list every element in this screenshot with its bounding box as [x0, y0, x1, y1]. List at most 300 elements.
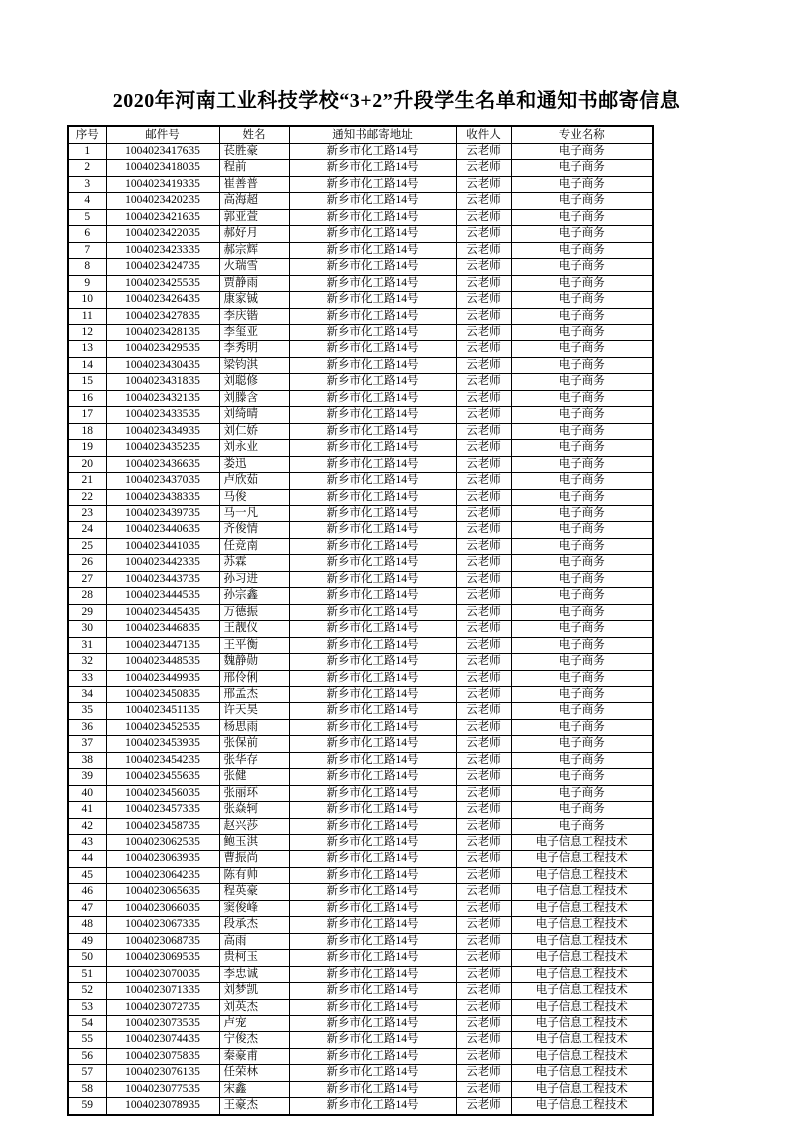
table-cell-index: 48 [68, 917, 106, 933]
table-cell-address: 新乡市化工路14号 [289, 423, 456, 439]
table-cell-index: 24 [68, 522, 106, 538]
table-cell-name: 万德振 [219, 604, 289, 620]
table-cell-name: 张华存 [219, 752, 289, 768]
table-cell-major: 电子商务 [511, 242, 653, 258]
table-cell-recipient: 云老师 [456, 670, 511, 686]
table-cell-index: 32 [68, 654, 106, 670]
table-cell-index: 3 [68, 176, 106, 192]
table-cell-mail-number: 1004023457335 [106, 802, 219, 818]
table-cell-index: 28 [68, 588, 106, 604]
table-cell-name: 张保前 [219, 736, 289, 752]
table-cell-index: 59 [68, 1098, 106, 1115]
table-cell-mail-number: 1004023422035 [106, 226, 219, 242]
table-cell-mail-number: 1004023076135 [106, 1065, 219, 1081]
table-cell-major: 电子信息工程技术 [511, 1016, 653, 1032]
table-cell-index: 49 [68, 933, 106, 949]
table-cell-recipient: 云老师 [456, 505, 511, 521]
table-cell-index: 12 [68, 324, 106, 340]
table-cell-name: 杨思雨 [219, 719, 289, 735]
table-cell-address: 新乡市化工路14号 [289, 505, 456, 521]
table-cell-mail-number: 1004023421635 [106, 209, 219, 225]
table-cell-major: 电子信息工程技术 [511, 933, 653, 949]
table-cell-recipient: 云老师 [456, 1081, 511, 1097]
table-cell-mail-number: 1004023068735 [106, 933, 219, 949]
table-cell-major: 电子商务 [511, 423, 653, 439]
table-cell-name: 李玺亚 [219, 324, 289, 340]
table-cell-recipient: 云老师 [456, 637, 511, 653]
table-cell-address: 新乡市化工路14号 [289, 802, 456, 818]
table-cell-index: 11 [68, 308, 106, 324]
table-cell-index: 25 [68, 538, 106, 554]
table-cell-name: 宁俊杰 [219, 1032, 289, 1048]
table-cell-address: 新乡市化工路14号 [289, 950, 456, 966]
col-header-recipient: 收件人 [456, 126, 511, 144]
table-cell-name: 齐俊情 [219, 522, 289, 538]
table-cell-recipient: 云老师 [456, 226, 511, 242]
table-cell-major: 电子商务 [511, 341, 653, 357]
table-row [68, 867, 653, 883]
student-roster-table [67, 125, 654, 1116]
table-cell-recipient: 云老师 [456, 456, 511, 472]
table-row [68, 802, 653, 818]
table-cell-address: 新乡市化工路14号 [289, 308, 456, 324]
table-cell-index: 1 [68, 144, 106, 160]
table-row [68, 983, 653, 999]
table-cell-mail-number: 1004023441035 [106, 538, 219, 554]
table-cell-major: 电子信息工程技术 [511, 966, 653, 982]
table-cell-name: 孙宗鑫 [219, 588, 289, 604]
table-cell-major: 电子商务 [511, 144, 653, 160]
table-cell-address: 新乡市化工路14号 [289, 851, 456, 867]
table-cell-address: 新乡市化工路14号 [289, 522, 456, 538]
table-cell-major: 电子商务 [511, 473, 653, 489]
table-cell-major: 电子商务 [511, 324, 653, 340]
table-cell-mail-number: 1004023428135 [106, 324, 219, 340]
table-cell-name: 火瑞雪 [219, 259, 289, 275]
table-cell-index: 47 [68, 900, 106, 916]
table-cell-major: 电子信息工程技术 [511, 1032, 653, 1048]
table-cell-address: 新乡市化工路14号 [289, 818, 456, 834]
table-row [68, 308, 653, 324]
table-row [68, 785, 653, 801]
table-row [68, 1065, 653, 1081]
table-cell-major: 电子商务 [511, 802, 653, 818]
table-cell-mail-number: 1004023458735 [106, 818, 219, 834]
table-cell-address: 新乡市化工路14号 [289, 160, 456, 176]
table-cell-index: 17 [68, 407, 106, 423]
table-cell-major: 电子商务 [511, 752, 653, 768]
table-cell-mail-number: 1004023067335 [106, 917, 219, 933]
table-cell-index: 54 [68, 1016, 106, 1032]
table-cell-mail-number: 1004023420235 [106, 193, 219, 209]
table-cell-mail-number: 1004023431835 [106, 374, 219, 390]
table-cell-recipient: 云老师 [456, 341, 511, 357]
table-cell-major: 电子信息工程技术 [511, 1065, 653, 1081]
table-cell-address: 新乡市化工路14号 [289, 752, 456, 768]
table-cell-address: 新乡市化工路14号 [289, 588, 456, 604]
table-cell-recipient: 云老师 [456, 1098, 511, 1115]
table-row [68, 144, 653, 160]
table-cell-mail-number: 1004023452535 [106, 719, 219, 735]
table-cell-major: 电子商务 [511, 357, 653, 373]
table-cell-name: 宋鑫 [219, 1081, 289, 1097]
table-cell-address: 新乡市化工路14号 [289, 604, 456, 620]
table-cell-mail-number: 1004023443735 [106, 571, 219, 587]
table-cell-mail-number: 1004023453935 [106, 736, 219, 752]
table-cell-name: 曹振尚 [219, 851, 289, 867]
table-cell-mail-number: 1004023075835 [106, 1048, 219, 1064]
table-cell-name: 程前 [219, 160, 289, 176]
table-cell-address: 新乡市化工路14号 [289, 1081, 456, 1097]
table-cell-name: 张健 [219, 769, 289, 785]
table-row [68, 456, 653, 472]
table-cell-index: 23 [68, 505, 106, 521]
table-cell-address: 新乡市化工路14号 [289, 785, 456, 801]
table-cell-name: 刘梦凯 [219, 983, 289, 999]
table-cell-recipient: 云老师 [456, 308, 511, 324]
table-cell-major: 电子商务 [511, 226, 653, 242]
table-cell-index: 5 [68, 209, 106, 225]
table-row [68, 390, 653, 406]
table-cell-recipient: 云老师 [456, 752, 511, 768]
table-row [68, 1032, 653, 1048]
table-cell-mail-number: 1004023432135 [106, 390, 219, 406]
table-cell-name: 刘聪修 [219, 374, 289, 390]
table-cell-address: 新乡市化工路14号 [289, 390, 456, 406]
table-cell-address: 新乡市化工路14号 [289, 275, 456, 291]
table-cell-recipient: 云老师 [456, 489, 511, 505]
table-row [68, 341, 653, 357]
table-cell-recipient: 云老师 [456, 357, 511, 373]
table-cell-recipient: 云老师 [456, 390, 511, 406]
table-cell-recipient: 云老师 [456, 604, 511, 620]
table-cell-major: 电子商务 [511, 818, 653, 834]
table-cell-name: 窦俊峰 [219, 900, 289, 916]
table-cell-recipient: 云老师 [456, 242, 511, 258]
table-cell-index: 53 [68, 999, 106, 1015]
table-header [68, 126, 653, 144]
table-cell-major: 电子信息工程技术 [511, 1048, 653, 1064]
table-cell-recipient: 云老师 [456, 802, 511, 818]
table-row [68, 900, 653, 916]
table-cell-mail-number: 1004023439735 [106, 505, 219, 521]
table-cell-mail-number: 1004023445435 [106, 604, 219, 620]
table-cell-mail-number: 1004023063935 [106, 851, 219, 867]
table-cell-index: 19 [68, 440, 106, 456]
table-cell-index: 6 [68, 226, 106, 242]
table-cell-major: 电子商务 [511, 670, 653, 686]
table-row [68, 604, 653, 620]
table-cell-address: 新乡市化工路14号 [289, 1032, 456, 1048]
table-cell-address: 新乡市化工路14号 [289, 654, 456, 670]
table-cell-address: 新乡市化工路14号 [289, 341, 456, 357]
table-cell-index: 4 [68, 193, 106, 209]
table-cell-address: 新乡市化工路14号 [289, 769, 456, 785]
table-cell-major: 电子商务 [511, 703, 653, 719]
table-cell-index: 27 [68, 571, 106, 587]
table-cell-address: 新乡市化工路14号 [289, 670, 456, 686]
table-cell-index: 37 [68, 736, 106, 752]
table-cell-mail-number: 1004023434935 [106, 423, 219, 439]
table-cell-major: 电子商务 [511, 736, 653, 752]
table-cell-index: 34 [68, 686, 106, 702]
table-cell-major: 电子商务 [511, 390, 653, 406]
table-cell-address: 新乡市化工路14号 [289, 1016, 456, 1032]
table-cell-index: 41 [68, 802, 106, 818]
table-cell-index: 40 [68, 785, 106, 801]
table-cell-name: 郝宗辉 [219, 242, 289, 258]
table-row [68, 818, 653, 834]
table-cell-mail-number: 1004023444535 [106, 588, 219, 604]
table-row [68, 259, 653, 275]
table-cell-index: 43 [68, 835, 106, 851]
table-cell-recipient: 云老师 [456, 374, 511, 390]
table-cell-recipient: 云老师 [456, 900, 511, 916]
table-cell-index: 45 [68, 867, 106, 883]
table-cell-major: 电子商务 [511, 637, 653, 653]
table-cell-address: 新乡市化工路14号 [289, 440, 456, 456]
table-cell-mail-number: 1004023442335 [106, 555, 219, 571]
table-cell-name: 贾静雨 [219, 275, 289, 291]
table-cell-name: 马俊 [219, 489, 289, 505]
table-cell-mail-number: 1004023066035 [106, 900, 219, 916]
table-row [68, 538, 653, 554]
table-cell-address: 新乡市化工路14号 [289, 555, 456, 571]
table-cell-major: 电子信息工程技术 [511, 884, 653, 900]
table-cell-index: 7 [68, 242, 106, 258]
table-row [68, 160, 653, 176]
table-cell-recipient: 云老师 [456, 1048, 511, 1064]
table-cell-name: 王平衡 [219, 637, 289, 653]
table-cell-address: 新乡市化工路14号 [289, 374, 456, 390]
table-cell-mail-number: 1004023423335 [106, 242, 219, 258]
table-cell-name: 段承杰 [219, 917, 289, 933]
table-cell-major: 电子信息工程技术 [511, 1098, 653, 1115]
table-cell-major: 电子商务 [511, 555, 653, 571]
table-cell-index: 57 [68, 1065, 106, 1081]
table-cell-address: 新乡市化工路14号 [289, 489, 456, 505]
table-cell-name: 高海超 [219, 193, 289, 209]
table-row [68, 621, 653, 637]
page-title: 2020年河南工业科技学校“3+2”升段学生名单和通知书邮寄信息 [112, 90, 681, 112]
table-cell-name: 李秀明 [219, 341, 289, 357]
table-cell-mail-number: 1004023454235 [106, 752, 219, 768]
col-header-index: 序号 [68, 126, 106, 144]
table-cell-mail-number: 1004023436635 [106, 456, 219, 472]
table-cell-index: 52 [68, 983, 106, 999]
table-cell-mail-number: 1004023440635 [106, 522, 219, 538]
table-row [68, 654, 653, 670]
table-cell-name: 陈有帅 [219, 867, 289, 883]
table-cell-mail-number: 1004023435235 [106, 440, 219, 456]
table-cell-mail-number: 1004023433535 [106, 407, 219, 423]
table-cell-address: 新乡市化工路14号 [289, 900, 456, 916]
table-cell-recipient: 云老师 [456, 686, 511, 702]
table-row [68, 275, 653, 291]
table-cell-address: 新乡市化工路14号 [289, 571, 456, 587]
table-cell-address: 新乡市化工路14号 [289, 144, 456, 160]
table-cell-index: 36 [68, 719, 106, 735]
table-cell-index: 30 [68, 621, 106, 637]
table-cell-mail-number: 1004023070035 [106, 966, 219, 982]
table-row [68, 489, 653, 505]
table-cell-index: 26 [68, 555, 106, 571]
table-row [68, 324, 653, 340]
table-cell-major: 电子商务 [511, 769, 653, 785]
table-cell-recipient: 云老师 [456, 1032, 511, 1048]
table-cell-recipient: 云老师 [456, 884, 511, 900]
table-cell-major: 电子商务 [511, 719, 653, 735]
table-cell-recipient: 云老师 [456, 719, 511, 735]
table-cell-address: 新乡市化工路14号 [289, 966, 456, 982]
table-cell-address: 新乡市化工路14号 [289, 456, 456, 472]
table-cell-recipient: 云老师 [456, 769, 511, 785]
table-cell-name: 赵兴莎 [219, 818, 289, 834]
table-row [68, 752, 653, 768]
table-cell-recipient: 云老师 [456, 851, 511, 867]
table-cell-index: 58 [68, 1081, 106, 1097]
table-cell-major: 电子商务 [511, 160, 653, 176]
table-cell-major: 电子商务 [511, 621, 653, 637]
table-cell-recipient: 云老师 [456, 259, 511, 275]
table-header-row [68, 126, 653, 144]
table-cell-mail-number: 1004023064235 [106, 867, 219, 883]
table-cell-mail-number: 1004023450835 [106, 686, 219, 702]
table-cell-recipient: 云老师 [456, 423, 511, 439]
table-row [68, 588, 653, 604]
table-cell-mail-number: 1004023072735 [106, 999, 219, 1015]
table-cell-major: 电子商务 [511, 193, 653, 209]
table-cell-recipient: 云老师 [456, 176, 511, 192]
table-cell-recipient: 云老师 [456, 999, 511, 1015]
table-cell-major: 电子商务 [511, 456, 653, 472]
table-cell-index: 14 [68, 357, 106, 373]
table-cell-recipient: 云老师 [456, 324, 511, 340]
table-cell-recipient: 云老师 [456, 983, 511, 999]
table-cell-recipient: 云老师 [456, 144, 511, 160]
table-row [68, 851, 653, 867]
table-cell-index: 21 [68, 473, 106, 489]
table-cell-index: 22 [68, 489, 106, 505]
table-cell-major: 电子信息工程技术 [511, 983, 653, 999]
table-cell-address: 新乡市化工路14号 [289, 259, 456, 275]
table-cell-major: 电子商务 [511, 275, 653, 291]
table-cell-name: 刘永业 [219, 440, 289, 456]
table-cell-name: 邢孟杰 [219, 686, 289, 702]
table-cell-name: 苌胜豪 [219, 144, 289, 160]
table-cell-name: 贵柯玉 [219, 950, 289, 966]
table-cell-major: 电子商务 [511, 538, 653, 554]
table-cell-mail-number: 1004023437035 [106, 473, 219, 489]
table-cell-mail-number: 1004023429535 [106, 341, 219, 357]
table-row [68, 1048, 653, 1064]
table-cell-name: 刘仁娇 [219, 423, 289, 439]
table-cell-name: 高雨 [219, 933, 289, 949]
table-cell-recipient: 云老师 [456, 818, 511, 834]
table-cell-address: 新乡市化工路14号 [289, 703, 456, 719]
table-row [68, 670, 653, 686]
table-cell-index: 50 [68, 950, 106, 966]
col-header-mail-number: 邮件号 [106, 126, 219, 144]
table-row [68, 686, 653, 702]
table-cell-recipient: 云老师 [456, 440, 511, 456]
table-row [68, 835, 653, 851]
table-cell-recipient: 云老师 [456, 473, 511, 489]
table-cell-major: 电子商务 [511, 522, 653, 538]
table-cell-recipient: 云老师 [456, 538, 511, 554]
table-cell-mail-number: 1004023449935 [106, 670, 219, 686]
table-cell-major: 电子信息工程技术 [511, 835, 653, 851]
table-cell-name: 娄迅 [219, 456, 289, 472]
table-cell-address: 新乡市化工路14号 [289, 884, 456, 900]
table-cell-mail-number: 1004023419335 [106, 176, 219, 192]
table-cell-recipient: 云老师 [456, 193, 511, 209]
table-row [68, 966, 653, 982]
table-cell-recipient: 云老师 [456, 275, 511, 291]
table-cell-recipient: 云老师 [456, 933, 511, 949]
table-row [68, 769, 653, 785]
table-cell-major: 电子商务 [511, 308, 653, 324]
table-row [68, 637, 653, 653]
table-row [68, 950, 653, 966]
table-cell-address: 新乡市化工路14号 [289, 292, 456, 308]
table-cell-address: 新乡市化工路14号 [289, 242, 456, 258]
table-cell-mail-number: 1004023448535 [106, 654, 219, 670]
table-cell-name: 张焱轲 [219, 802, 289, 818]
table-cell-name: 卢宠 [219, 1016, 289, 1032]
table-cell-address: 新乡市化工路14号 [289, 1098, 456, 1115]
table-row [68, 357, 653, 373]
table-cell-name: 许天昊 [219, 703, 289, 719]
table-row [68, 999, 653, 1015]
table-cell-mail-number: 1004023077535 [106, 1081, 219, 1097]
table-cell-major: 电子商务 [511, 654, 653, 670]
table-cell-name: 刘绮晴 [219, 407, 289, 423]
table-cell-recipient: 云老师 [456, 654, 511, 670]
table-cell-major: 电子商务 [511, 209, 653, 225]
table-row [68, 473, 653, 489]
table-cell-mail-number: 1004023426435 [106, 292, 219, 308]
table-cell-mail-number: 1004023417635 [106, 144, 219, 160]
table-cell-index: 42 [68, 818, 106, 834]
table-cell-address: 新乡市化工路14号 [289, 538, 456, 554]
table-cell-major: 电子信息工程技术 [511, 950, 653, 966]
table-cell-name: 程英豪 [219, 884, 289, 900]
table-row [68, 292, 653, 308]
table-cell-address: 新乡市化工路14号 [289, 473, 456, 489]
table-cell-major: 电子信息工程技术 [511, 917, 653, 933]
table-cell-name: 秦豪甫 [219, 1048, 289, 1064]
table-cell-address: 新乡市化工路14号 [289, 209, 456, 225]
table-cell-address: 新乡市化工路14号 [289, 324, 456, 340]
table-cell-address: 新乡市化工路14号 [289, 999, 456, 1015]
table-cell-mail-number: 1004023065635 [106, 884, 219, 900]
table-cell-index: 38 [68, 752, 106, 768]
table-cell-address: 新乡市化工路14号 [289, 686, 456, 702]
table-cell-major: 电子信息工程技术 [511, 867, 653, 883]
table-cell-name: 王靓仪 [219, 621, 289, 637]
table-cell-mail-number: 1004023424735 [106, 259, 219, 275]
table-cell-name: 刘英杰 [219, 999, 289, 1015]
table-cell-address: 新乡市化工路14号 [289, 357, 456, 373]
table-cell-address: 新乡市化工路14号 [289, 621, 456, 637]
table-cell-major: 电子商务 [511, 259, 653, 275]
table-row [68, 1081, 653, 1097]
table-cell-major: 电子商务 [511, 686, 653, 702]
table-row [68, 407, 653, 423]
table-cell-mail-number: 1004023069535 [106, 950, 219, 966]
table-cell-address: 新乡市化工路14号 [289, 867, 456, 883]
